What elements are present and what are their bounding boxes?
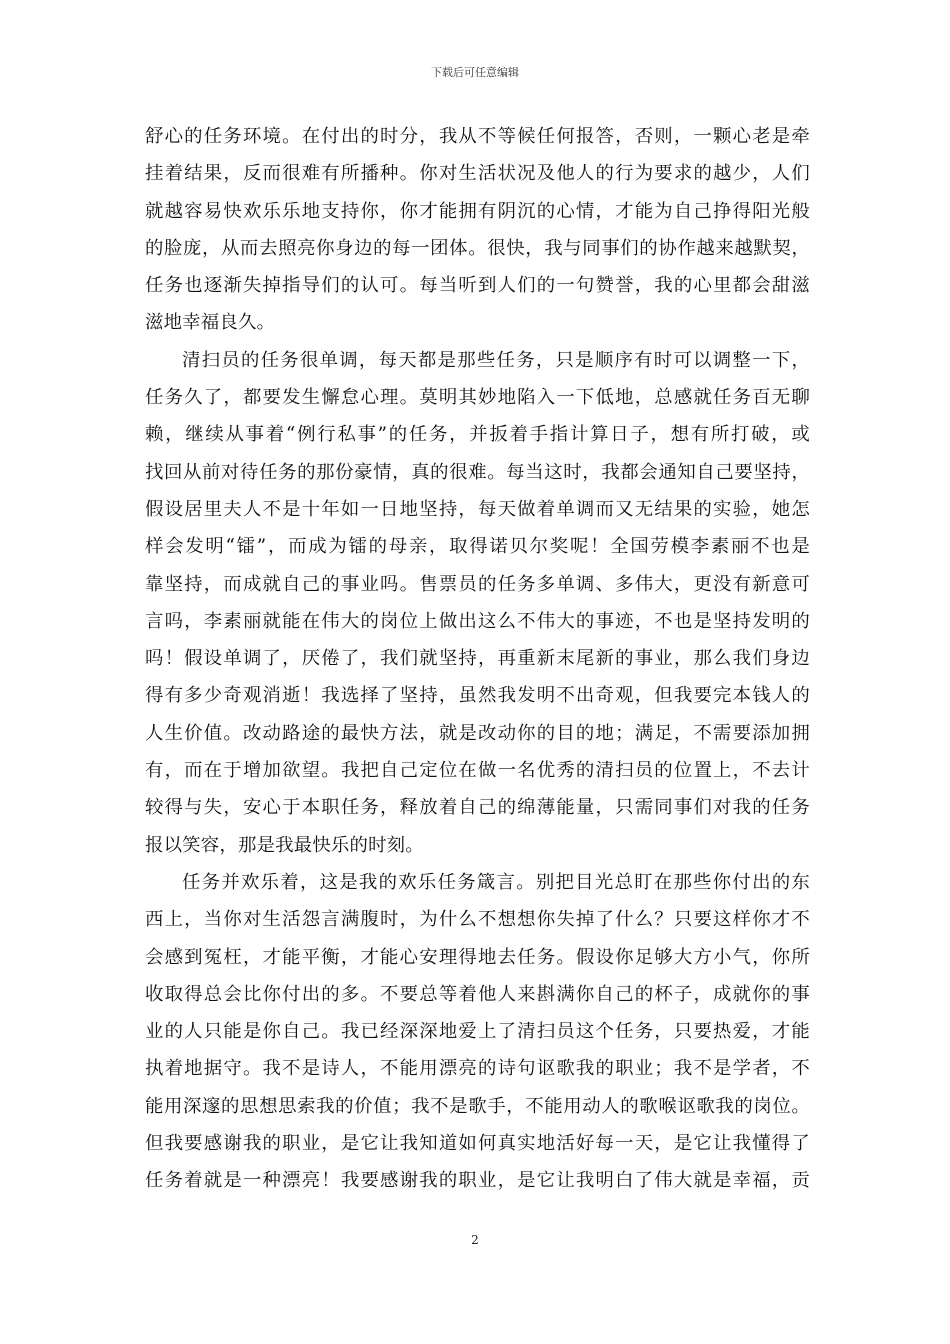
text-line: 就越容易快欢乐乐地支持你，你才能拥有阴沉的心情，才能为自己挣得阳光般 [145,200,810,222]
text-line: 任务着就是一种漂亮！我要感谢我的职业，是它让我明白了伟大就是幸福，贡 [145,1170,810,1192]
text-line: 能用深邃的思想思索我的价值；我不是歌手，不能用动人的歌喉讴歌我的岗位。 [145,1095,810,1117]
text-line: 吗！假设单调了，厌倦了，我们就坚持，再重新末尾新的事业，那么我们身边 [145,648,810,670]
text-line: 但我要感谢我的职业，是它让我知道如何真实地活好每一天，是它让我懂得了 [145,1133,810,1155]
text-line: 较得与失，安心于本职任务，释放着自己的绵薄能量，只需同事们对我的任务 [145,797,810,819]
text-line: 舒心的任务环境。在付出的时分，我从不等候任何报答，否则，一颗心老是牵 [145,126,810,147]
text-line: 收取得总会比你付出的多。不要总等着他人来斟满你自己的杯子，成就你的事 [145,983,810,1005]
paragraph-start-line: 任务并欢乐着，这是我的欢乐任务箴言。别把目光总盯在那些你付出的东 [182,871,810,893]
text-line: 有，而在于增加欲望。我把自己定位在做一名优秀的清扫员的位置上，不去计 [145,760,810,782]
text-line: 挂着结果，反而很难有所播种。你对生活状况及他人的行为要求的越少，人们 [145,163,810,185]
text-line: 样会发明“镭”，而成为镭的母亲，取得诺贝尔奖呢！全国劳模李素丽不也是 [145,536,810,558]
text-line: 任务久了，都要发生懈怠心理。莫明其妙地陷入一下低地，总感就任务百无聊 [145,387,810,409]
text-line: 执着地据守。我不是诗人，不能用漂亮的诗句讴歌我的职业；我不是学者，不 [145,1058,810,1080]
document-body [145,118,810,1200]
text-line: 西上，当你对生活怨言满腹时，为什么不想想你失掉了什么？只要这样你才不 [145,909,810,931]
text-line: 赖，继续从事着“例行私事”的任务，并扳着手指计算日子，想有所打破，或 [145,424,810,446]
text-line: 假设居里夫人不是十年如一日地坚持，每天做着单调而又无结果的实验，她怎 [145,498,810,520]
text-line: 业的人只能是你自己。我已经深深地爱上了清扫员这个任务，只要热爱，才能 [145,1021,810,1043]
text-line: 会感到冤枉，才能平衡，才能心安理得地去任务。假设你足够大方小气，你所 [145,946,810,968]
text-line: 任务也逐渐失掉指导们的认可。每当听到人们的一句赞誉，我的心里都会甜滋 [145,275,810,297]
page-number: 2 [471,1233,479,1247]
text-line: 靠坚持，而成就自己的事业吗。售票员的任务多单调、多伟大，更没有新意可 [145,573,810,595]
text-line: 得有多少奇观消逝！我选择了坚持，虽然我发明不出奇观，但我要完本钱人的 [145,685,810,707]
paragraph-start-line: 清扫员的任务很单调，每天都是那些任务，只是顺序有时可以调整一下， [182,349,810,371]
text-line: 人生价值。改动路途的最快方法，就是改动你的目的地；满足，不需要添加拥 [145,722,810,744]
text-line: 的脸庞，从而去照亮你身边的每一团体。很快，我与同事们的协作越来越默契， [145,237,810,259]
text-line: 报以笑容，那是我最快乐的时刻。 [145,834,424,856]
text-line: 滋地幸福良久。 [145,312,276,334]
page-header: 下载后可任意编辑 [431,66,519,79]
text-line: 言吗，李素丽就能在伟大的岗位上做出这么不伟大的事迹，不也是坚持发明的 [145,610,810,632]
text-line: 找回从前对待任务的那份豪情，真的很难。每当这时，我都会通知自己要坚持， [145,461,810,483]
